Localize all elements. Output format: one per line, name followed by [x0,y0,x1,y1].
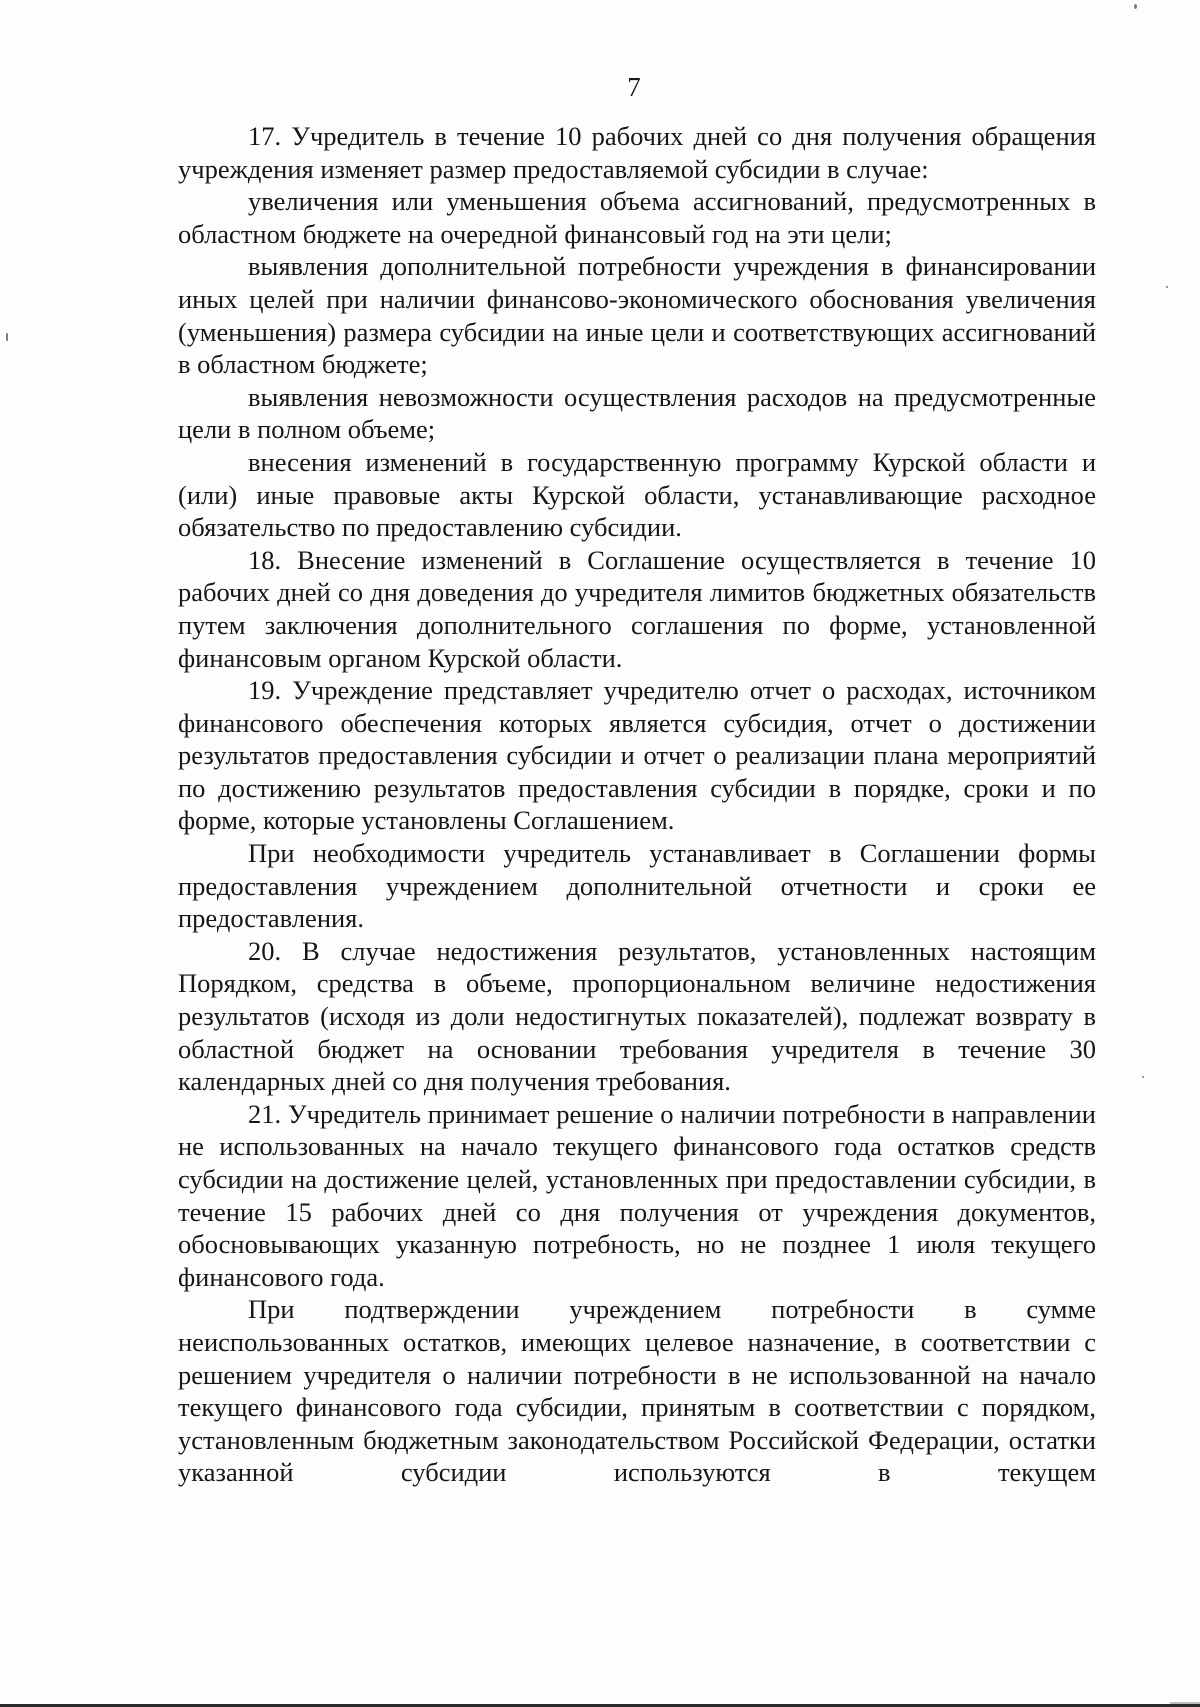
document-body [178,120,1096,1489]
paragraph-17-case-budget-change: увеличения или уменьшения объема ассигнований, предусмотренных в областном бюджете на очередной финансовый год на эти цели; [178,186,1096,249]
paragraph-18: 18. Внесение изменений в Соглашение осуществляется в течение 10 рабочих дней со дня доведения до учредителя лимитов бюджетных обязательств путем заключения дополнительного соглашения по форме, установленной финансовым органом Курской области. [178,544,1096,673]
scan-speck [6,333,8,341]
paragraph-17-case-additional-need: выявления дополнительной потребности учреждения в финансировании иных целей при наличии финансово-экономического обоснования увеличения (уменьшения) размера субсидии на иные цели и соответствующих ассигнований в областном бюджете; [178,251,1096,380]
paragraph-17-case-impossibility: выявления невозможности осуществления расходов на предусмотренные цели в полном объеме; [178,381,1096,445]
scan-speck [1166,286,1168,288]
paragraph-17-case-program-changes: внесения изменений в государственную программу Курской области и (или) иные правовые акты Курской области, устанавливающие расходное обязательство по предоставлению субсидии. [178,446,1096,543]
paragraph-19-additional-reporting: При необходимости учредитель устанавливает в Соглашении формы предоставления учреждением дополнительной отчетности и сроки ее предоставления. [178,838,1096,934]
paragraph-19: 19. Учреждение представляет учредителю отчет о расходах, источником финансового обеспечения которых является субсидия, отчет о достижении результатов предоставления субсидии и отчет о реализации плана мероприятий по достижению результатов предоставления субсидии в порядке, сроки и по форме, которые установлены Соглашением. [178,675,1096,836]
paragraph-21: 21. Учредитель принимает решение о наличии потребности в направлении не использованных на начало текущего финансового года остатков средств субсидии на достижение целей, установленных при предоставлении субсидии, в течение 15 рабочих дней со дня получения от учреждения документов, обосновывающих указанную потребность, но не позднее 1 июля текущего финансового года. [178,1098,1096,1292]
scan-speck [1134,4,1137,9]
paragraph-20: 20. В случае недостижения результатов, установленных настоящим Порядком, средства в объеме, пропорциональном величине недостижения результатов (исходя из доли недостигнутых показателей), подлежат возврату в областной бюджет на основании требования учредителя в течение 30 календарных дней со дня получения требования. [178,935,1096,1097]
page-number: 7 [627,72,641,102]
paragraph-17: 17. Учредитель в течение 10 рабочих дней со дня получения обращения учреждения изменяет размер предоставляемой субсидии в случае: [178,121,1096,184]
scan-speck [1142,1076,1144,1078]
paragraph-21-confirmation: При подтверждении учреждением потребности в сумме неиспользованных остатков, имеющих целевое назначение, в соответствии с решением учредителя о наличии потребности в не использованной на начало текущего финансового года субсидии, принятым в соответствии с порядком, установленным бюджетным законодательством Российской Федерации, остатки указанной субсидии используются в текущем [178,1294,1096,1488]
scan-bottom-edge-fade [1170,1702,1200,1704]
